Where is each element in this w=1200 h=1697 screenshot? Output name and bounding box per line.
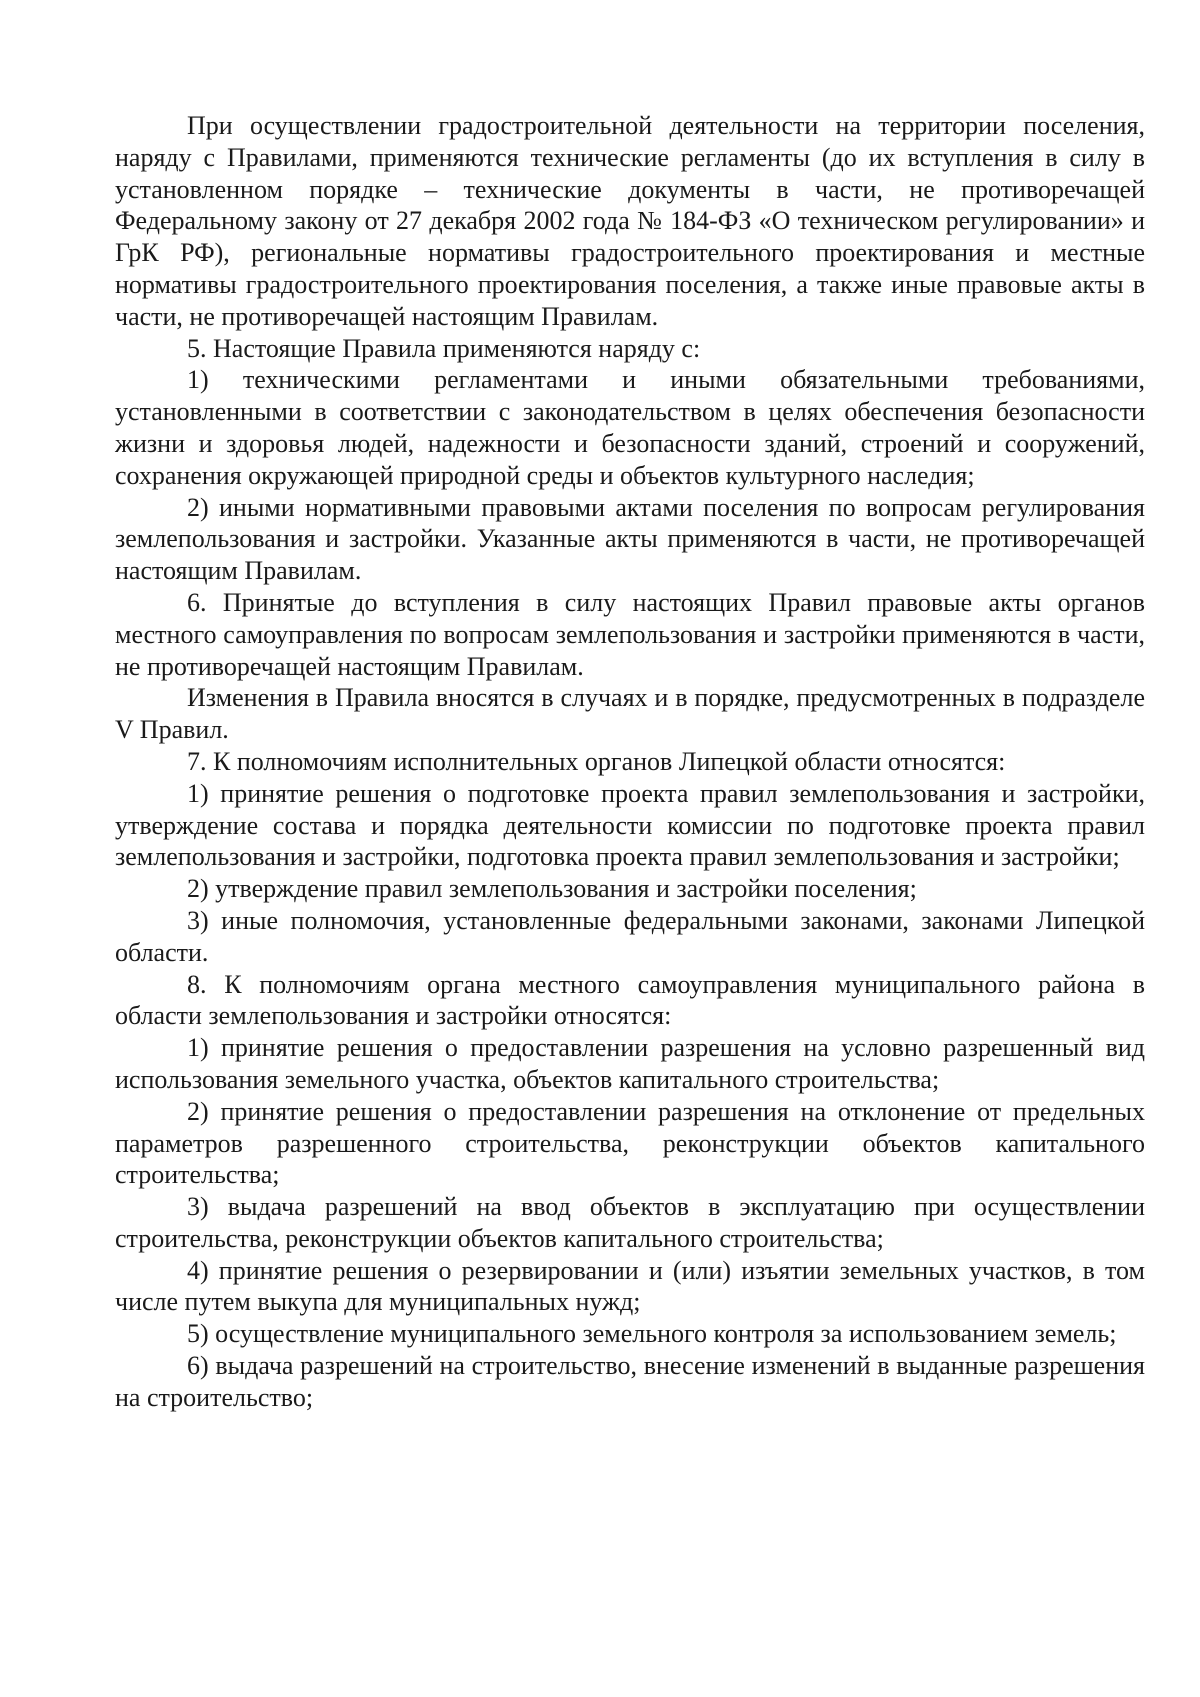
paragraph-item-8-2: 2) принятие решения о предоставлении разрешения на отклонение от предельных параметров разрешенного строительства, реконструкции объектов капитального строительства; xyxy=(115,1096,1145,1190)
paragraph-item-5-2: 2) иными нормативными правовыми актами поселения по вопросам регулирования землепользования и застройки. Указанные акты применяются в части, не противоречащей настоящим Правилам. xyxy=(115,492,1145,586)
document-page xyxy=(115,110,1145,1414)
paragraph-item-5-1: 1) техническими регламентами и иными обязательными требованиями, установленными в соответствии с законодательством в целях обеспечения безопасности жизни и здоровья людей, надежности и безопасности зданий, строений и сооружений, сохранения окружающей природной среды и объектов культурного наследия; xyxy=(115,365,1145,490)
paragraph-amendments: Изменения в Правила вносятся в случаях и в порядке, предусмотренных в подразделе V Правил. xyxy=(115,683,1145,745)
paragraph-item-8-6: 6) выдача разрешений на строительство, внесение изменений в выданные разрешения на строительство; xyxy=(115,1351,1145,1412)
paragraph-item-7-3: 3) иные полномочия, установленные федеральными законами, законами Липецкой области. xyxy=(115,905,1145,967)
paragraph-item-7: 7. К полномочиям исполнительных органов Липецкой области относятся: xyxy=(187,746,1006,776)
paragraph-item-5: 5. Настоящие Правила применяются наряду с: xyxy=(187,333,701,363)
paragraph-item-7-1: 1) принятие решения о подготовке проекта правил землепользования и застройки, утверждение состава и порядка деятельности комиссии по подготовке проекта правил землепользования и застройки, подготовка проекта правил землепользования и застройки; xyxy=(115,778,1145,872)
paragraph-item-8-1: 1) принятие решения о предоставлении разрешения на условно разрешенный вид использования земельного участка, объектов капитального строительства; xyxy=(115,1033,1145,1094)
paragraph-item-8-4: 4) принятие решения о резервировании и (или) изъятии земельных участков, в том числе путем выкупа для муниципальных нужд; xyxy=(115,1255,1145,1317)
paragraph-item-7-2: 2) утверждение правил землепользования и застройки поселения; xyxy=(187,874,917,904)
paragraph-item-8-3: 3) выдача разрешений на ввод объектов в эксплуатацию при осуществлении строительства, реконструкции объектов капитального строительства; xyxy=(115,1192,1145,1253)
paragraph-item-6: 6. Принятые до вступления в силу настоящих Правил правовые акты органов местного самоуправления по вопросам землепользования и застройки применяются в части, не противоречащей настоящим Правилам. xyxy=(115,587,1145,681)
paragraph-item-8: 8. К полномочиям органа местного самоуправления муниципального района в области землепользования и застройки относятся: xyxy=(115,969,1145,1031)
paragraph-intro: При осуществлении градостроительной деятельности на территории поселения, наряду с Правилами, применяются технические регламенты (до их вступления в силу в установленном порядке – технические документы в части, не противоречащей Федеральному закону от 27 декабря 2002 года № 184-ФЗ «О техническом регулировании» и ГрК РФ), региональные нормативы градостроительного проектирования и местные нормативы градостроительного проектирования поселения, а также иные правовые акты в части, не противоречащей настоящим Правилам. xyxy=(115,111,1145,331)
paragraph-item-8-5: 5) осуществление муниципального земельного контроля за использованием земель; xyxy=(187,1319,1117,1349)
